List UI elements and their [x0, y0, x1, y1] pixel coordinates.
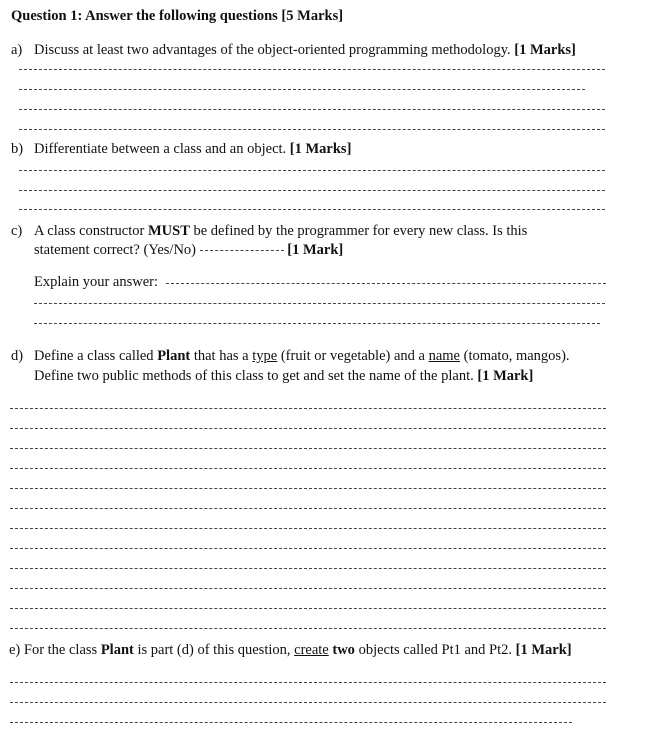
- part-d-question-line1: Define a class called Plant that has a type (fruit or vegetable) and a name (tomato, mangos).: [34, 348, 570, 364]
- part-d-label: d): [11, 348, 24, 364]
- part-d-question-line2: [34, 367, 533, 385]
- part-a-marks: [1 Marks]: [514, 42, 576, 58]
- answer-line[interactable]: [10, 608, 606, 609]
- part-b-question: [34, 140, 351, 158]
- yes-no-answer-line[interactable]: [200, 250, 284, 251]
- part-c-question-line2: [34, 241, 343, 259]
- part-a-label: a): [11, 42, 23, 58]
- part-e-question: e) For the class Plant is part (d) of this question, create two objects called Pt1 and Pt2. [1 Mark]: [9, 642, 572, 658]
- answer-line[interactable]: [34, 323, 600, 324]
- answer-line[interactable]: [10, 408, 606, 409]
- part-b-label: b): [11, 141, 24, 157]
- answer-line[interactable]: [34, 303, 605, 304]
- answer-line[interactable]: [10, 682, 606, 683]
- answer-line[interactable]: [19, 109, 605, 110]
- part-e-label: e): [9, 642, 21, 658]
- answer-line[interactable]: [10, 628, 606, 629]
- answer-line[interactable]: [10, 588, 606, 589]
- part-d-marks: [1 Mark]: [477, 368, 534, 384]
- part-d-text: Define two public methods of this class to get and set the name of the plant.: [34, 368, 474, 384]
- part-b-text: Differentiate between a class and an object.: [34, 141, 287, 157]
- part-c-question-line1: A class constructor MUST be defined by the programmer for every new class. Is this: [34, 223, 528, 239]
- answer-line[interactable]: [10, 428, 606, 429]
- part-c-statement: statement correct? (Yes/No): [34, 242, 196, 258]
- answer-line[interactable]: [19, 69, 605, 70]
- answer-line[interactable]: [19, 129, 605, 130]
- part-c-marks: [1 Mark]: [287, 242, 344, 258]
- part-e-marks: [1 Mark]: [515, 642, 572, 658]
- answer-line[interactable]: [10, 548, 606, 549]
- answer-line[interactable]: [19, 209, 605, 210]
- part-b-marks: [1 Marks]: [289, 141, 352, 157]
- answer-line[interactable]: [10, 568, 606, 569]
- answer-line[interactable]: [19, 190, 605, 191]
- part-c-explain-label: Explain your answer:: [34, 274, 159, 290]
- answer-line[interactable]: [10, 448, 606, 449]
- answer-line[interactable]: [10, 702, 606, 703]
- answer-line[interactable]: [166, 283, 606, 284]
- answer-line[interactable]: [19, 170, 605, 171]
- part-a-question: [34, 41, 576, 59]
- answer-line[interactable]: [10, 468, 606, 469]
- answer-line[interactable]: [19, 89, 585, 90]
- answer-line[interactable]: [10, 722, 572, 723]
- answer-line[interactable]: [10, 508, 606, 509]
- question-title: Question 1: Answer the following questions [5 Marks]: [11, 8, 344, 24]
- part-a-text: Discuss at least two advantages of the object-oriented programming methodology.: [34, 42, 511, 58]
- answer-line[interactable]: [10, 488, 606, 489]
- part-c-label: c): [11, 223, 23, 239]
- answer-line[interactable]: [10, 528, 606, 529]
